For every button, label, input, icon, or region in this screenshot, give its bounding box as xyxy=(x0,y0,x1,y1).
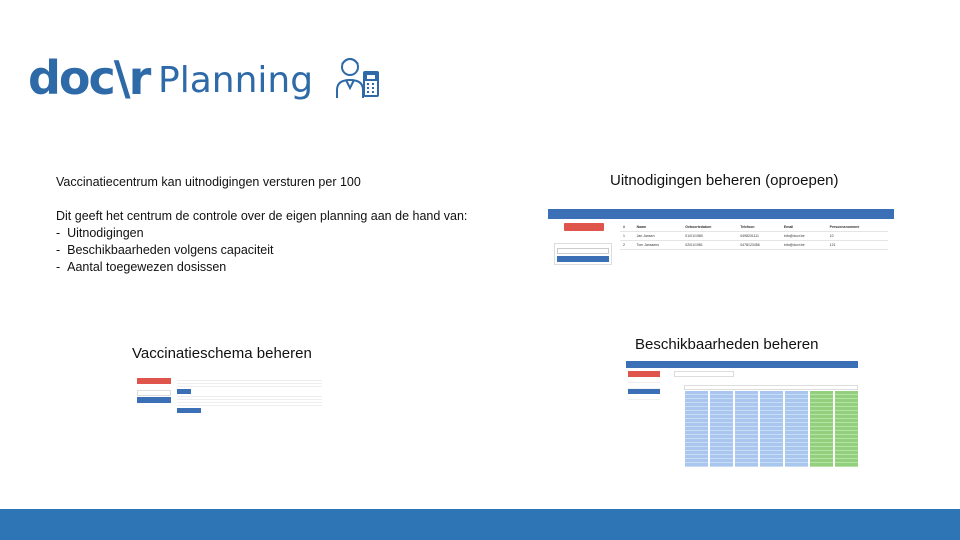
divider xyxy=(177,399,322,400)
table-cell: 121 xyxy=(827,241,888,250)
column-header: Persoonsnummer xyxy=(827,223,888,232)
screenshot-sidebar-row xyxy=(628,394,660,400)
column-header: Email xyxy=(781,223,827,232)
table-row xyxy=(620,241,888,250)
grid-column xyxy=(834,391,858,467)
beschikbaarheden-screenshot xyxy=(626,361,858,467)
table-cell: 2 xyxy=(620,241,634,250)
list-item: - Uitnodigingen xyxy=(56,225,274,242)
screenshot-action-button xyxy=(137,378,171,384)
grid-header xyxy=(684,385,858,390)
table-cell: 02/01/1981 xyxy=(682,241,737,250)
invitations-table xyxy=(620,223,888,250)
divider xyxy=(177,396,322,397)
bullet-list xyxy=(56,225,274,276)
column-header: Naam xyxy=(634,223,683,232)
section-title-vaccinatieschema: Vaccinatieschema beheren xyxy=(132,345,312,362)
grid-column xyxy=(709,391,733,467)
divider xyxy=(177,386,322,387)
footer-bar xyxy=(0,509,960,540)
app-navbar xyxy=(626,361,858,368)
grid-column xyxy=(809,391,833,467)
screenshot-button xyxy=(177,389,191,394)
screenshot-action-button xyxy=(564,223,604,231)
section-title-uitnodigingen: Uitnodigingen beheren (oproepen) xyxy=(610,172,839,189)
column-header: Geboortedatum xyxy=(682,223,737,232)
list-item: - Aantal toegewezen dosissen xyxy=(56,259,274,276)
availability-grid xyxy=(684,391,858,467)
grid-column xyxy=(734,391,758,467)
screenshot-main xyxy=(177,378,322,415)
table-cell: 01/01/1980 xyxy=(682,232,737,241)
grid-column xyxy=(684,391,708,467)
screenshot-sidebar-row xyxy=(137,390,171,396)
list-item: - Beschikbaarheden volgens capaciteit xyxy=(56,242,274,259)
screenshot-submit-button xyxy=(557,256,609,262)
doctor-icon xyxy=(334,54,380,100)
table-cell: Jan Jansen xyxy=(634,232,683,241)
table-cell: 0478123456 xyxy=(737,241,781,250)
divider xyxy=(177,380,322,381)
screenshot-button xyxy=(177,408,201,413)
docr-logo: doc\r xyxy=(28,51,150,105)
vaccinatieschema-screenshot xyxy=(137,378,322,460)
table-cell: 10 xyxy=(827,232,888,241)
screenshot-sidebar-selected xyxy=(137,397,171,403)
grid-column xyxy=(784,391,808,467)
screenshot-filter xyxy=(674,371,734,377)
page-title: Planning xyxy=(158,60,314,101)
screenshot-input xyxy=(557,248,609,254)
screenshot-form xyxy=(554,243,612,265)
table-cell: 0498201111 xyxy=(737,232,781,241)
section-title-beschikbaarheden: Beschikbaarheden beheren xyxy=(635,336,819,353)
column-header: Telefoon xyxy=(737,223,781,232)
table-cell: Tom Janssens xyxy=(634,241,683,250)
description-text: Dit geeft het centrum de controle over de eigen planning aan de hand van: xyxy=(56,209,468,223)
divider xyxy=(177,402,322,403)
table-cell: 1 xyxy=(620,232,634,241)
table-header-row xyxy=(620,223,888,232)
table-cell: info@docr.be xyxy=(781,241,827,250)
intro-text: Vaccinatiecentrum kan uitnodigingen versturen per 100 xyxy=(56,175,361,189)
screenshot-sidebar xyxy=(628,371,660,400)
table-row xyxy=(620,232,888,241)
screenshot-sidebar xyxy=(554,223,612,265)
app-navbar xyxy=(548,209,894,219)
divider xyxy=(177,405,322,406)
column-header: # xyxy=(620,223,634,232)
grid-column xyxy=(759,391,783,467)
divider xyxy=(177,383,322,384)
table-cell: info@docr.be xyxy=(781,232,827,241)
screenshot-sidebar xyxy=(137,378,171,403)
uitnodigingen-screenshot xyxy=(548,209,894,275)
